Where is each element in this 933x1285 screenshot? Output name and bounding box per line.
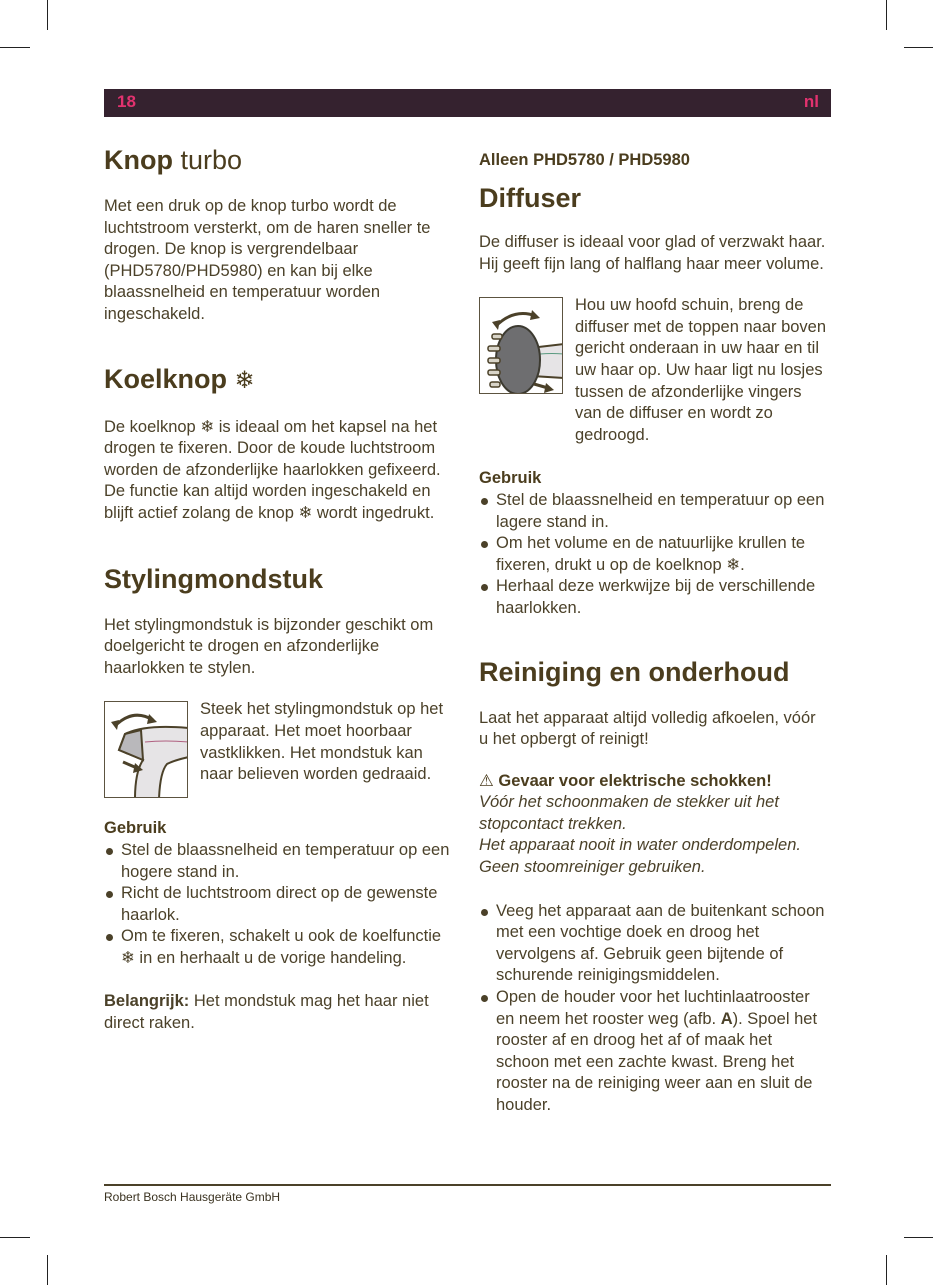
text: Open de houder voor het luchtinlaatrooster en neem het rooster weg (afb.	[496, 988, 810, 1028]
text: Om te fixeren, schakelt u ook de koelfunctie	[121, 927, 442, 946]
section-title-koelknop	[104, 361, 454, 399]
styling-body: Het stylingmondstuk is bijzonder geschikt om doelgericht te drogen en afzonderlijke haarlokken te stylen.	[104, 615, 434, 677]
koelknop-body-2	[104, 481, 454, 524]
diffuser-usage-title: Gebruik	[479, 469, 542, 488]
koelknop-body-1	[104, 417, 454, 482]
crop-mark	[47, 0, 48, 30]
model-note: Alleen PHD5780 / PHD5980	[479, 151, 690, 169]
warning-line: Geen stoomreiniger gebruiken.	[479, 858, 706, 877]
section-title-turbo	[104, 142, 454, 178]
text: is ideaal om het kapsel na het drogen te fixeren. Door de koude luchtstroom worden de afzonderlijke haarlokken gefixeerd.	[104, 417, 441, 479]
title-bold: Knop	[104, 145, 173, 175]
snowflake-icon: ❄	[200, 417, 215, 436]
diffuser-body: De diffuser is ideaal voor glad of verzwakt haar. Hij geeft fijn lang of halflang haar meer volume.	[479, 233, 826, 273]
text: Om het volume en de natuurlijke krullen te fixeren, drukt u op de koelknop	[496, 534, 806, 574]
list-item: Veeg het apparaat aan de buitenkant schoon met een vochtige doek en droog het vervolgens af. Gebruik geen bijtende of schurende reinigingsmiddelen.	[479, 901, 829, 987]
styling-nozzle-illustration	[104, 701, 188, 798]
section-title-diffuser: Diffuser	[479, 183, 582, 213]
section-title-styling: Stylingmondstuk	[104, 563, 324, 594]
figure-reference: A	[720, 1009, 733, 1028]
right-column	[479, 140, 829, 1117]
important-text: Het mondstuk mag het haar niet direct raken.	[104, 992, 429, 1033]
text: .	[740, 555, 745, 574]
crop-mark	[904, 47, 933, 48]
text: Gevaar voor elektrische schokken!	[498, 771, 772, 790]
important-note	[104, 991, 454, 1034]
page-number: 18	[117, 92, 136, 111]
text: wordt ingedrukt.	[312, 503, 435, 522]
cleaning-steps-list	[479, 901, 829, 1117]
styling-figure-text: Steek het stylingmondstuk op het apparaat. Het moet hoorbaar vastklikken. Het mondstuk kan naar believen worden gedraaid.	[200, 700, 444, 784]
text: De functie kan altijd worden ingeschakeld en blijft actief zolang de knop	[104, 482, 431, 522]
language-code: nl	[803, 92, 819, 111]
list-item: Richt de luchtstroom direct op de gewenste haarlok.	[104, 883, 454, 926]
warning-line: Vóór het schoonmaken de stekker uit het stopcontact trekken.	[479, 793, 779, 833]
diffuser-figure-row	[479, 297, 829, 446]
crop-mark	[47, 1255, 48, 1285]
text: De koelknop	[104, 417, 201, 436]
electric-shock-warning-title	[479, 771, 829, 793]
diffuser-usage-list	[479, 490, 829, 620]
styling-usage-title: Gebruik	[104, 819, 167, 838]
page-header-bar	[104, 89, 831, 117]
title-light: turbo	[172, 145, 243, 175]
crop-mark	[886, 1255, 887, 1285]
list-item	[479, 533, 829, 576]
list-item	[479, 987, 829, 1117]
crop-mark	[0, 47, 30, 48]
snowflake-icon: ❄	[726, 555, 741, 574]
text: ). Spoel het rooster af en droog het af of maak het schoon met een zachte kwast. Breng het rooster na de reiniging weer aan en sluit de houder.	[496, 1009, 818, 1114]
text: in en herhaalt u de vorige handeling.	[134, 948, 407, 967]
warning-triangle-icon: ⚠	[479, 771, 494, 790]
styling-usage-list	[104, 840, 454, 970]
crop-mark	[0, 1237, 30, 1238]
cleaning-intro: Laat het apparaat altijd volledig afkoelen, vóór u het opbergt of reinigt!	[479, 708, 816, 749]
left-column	[104, 140, 454, 1035]
diffuser-illustration	[479, 297, 563, 394]
list-item: Stel de blaassnelheid en temperatuur op een hogere stand in.	[104, 840, 454, 883]
crop-mark	[904, 1237, 933, 1238]
turbo-body: Met een druk op de knop turbo wordt de luchtstroom versterkt, om de haren sneller te drogen. De knop is vergrendelbaar (PHD5780/PHD5980) en kan bij elke blaassnelheid en temperatuur worden ingeschakeld.	[104, 197, 431, 323]
crop-mark	[886, 0, 887, 30]
snowflake-icon: ❄	[121, 948, 135, 967]
footer-company: Robert Bosch Hausgeräte GmbH	[104, 1190, 281, 1204]
styling-figure-row	[104, 701, 454, 798]
section-title-cleaning: Reiniging en onderhoud	[479, 656, 790, 687]
important-label: Belangrijk:	[104, 992, 190, 1011]
warning-line: Het apparaat nooit in water onderdompelen.	[479, 836, 801, 855]
footer-divider	[104, 1184, 831, 1186]
diffuser-figure-text: Hou uw hoofd schuin, breng de diffuser met de toppen naar boven gericht onderaan in uw haar en til uw haar op. Uw haar ligt nu losjes tussen de afzonderlijke vingers van de diffuser en wordt zo gedroogd.	[575, 296, 827, 444]
snowflake-icon: ❄	[234, 366, 255, 394]
list-item: Herhaal deze werkwijze bij de verschillende haarlokken.	[479, 576, 829, 619]
list-item: Stel de blaassnelheid en temperatuur op een lagere stand in.	[479, 490, 829, 533]
list-item	[104, 926, 454, 969]
snowflake-icon: ❄	[298, 503, 313, 522]
title-text: Koelknop	[104, 363, 228, 394]
